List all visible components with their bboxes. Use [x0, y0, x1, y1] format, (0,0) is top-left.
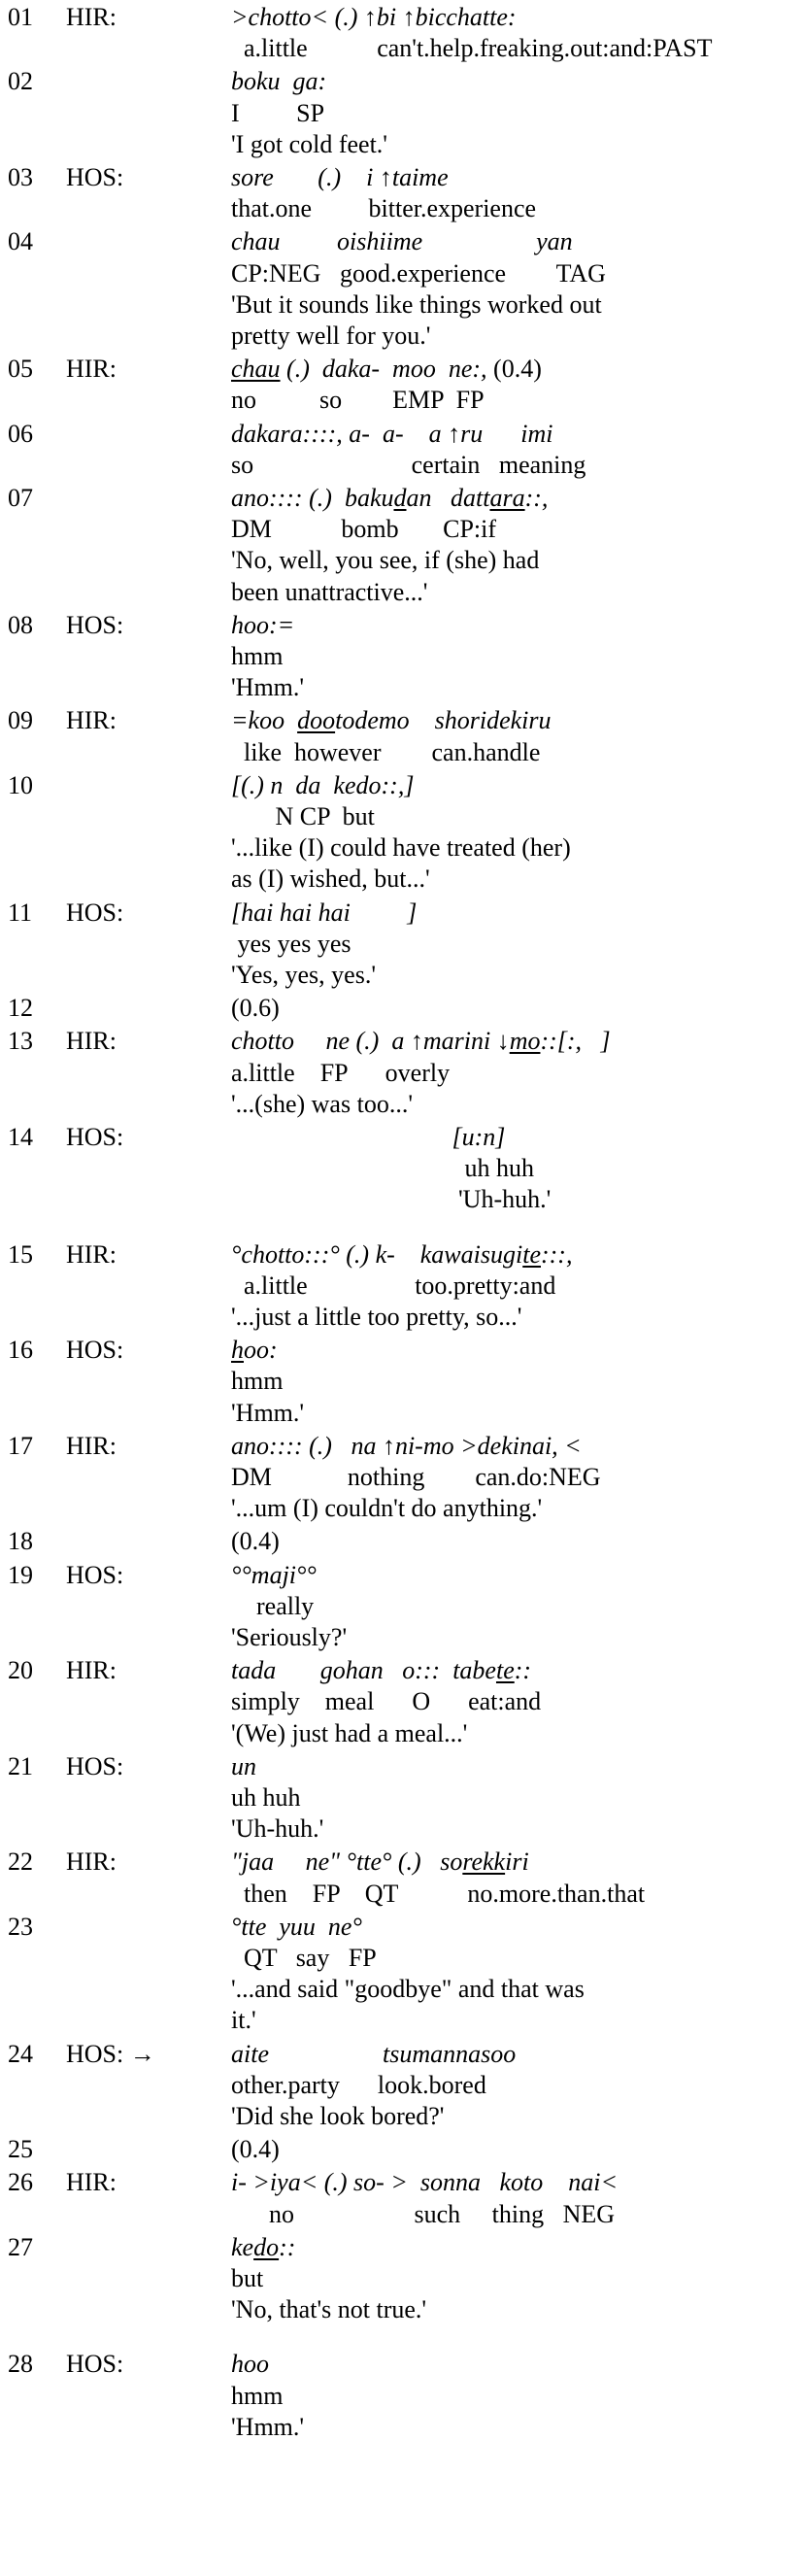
- line-number: 04: [8, 227, 33, 256]
- text-segment: but: [231, 2264, 264, 2292]
- text-segment: it.': [231, 2006, 256, 2035]
- text-segment: todemo shoridekiru: [335, 706, 552, 735]
- line-number: 08: [8, 610, 33, 639]
- utterance-line: [231, 1560, 317, 1591]
- gloss-line: [231, 258, 606, 289]
- text-segment: '...like (I) could have treated (her): [231, 833, 571, 863]
- text-segment: 'Seriously?': [231, 1623, 348, 1651]
- utterance-line: [231, 610, 294, 641]
- text-segment: h: [231, 1336, 244, 1365]
- text-segment: 'Hmm.': [231, 673, 305, 702]
- line-number: 03: [8, 163, 33, 191]
- text-segment: ↑bi ↑bicchatte:: [363, 3, 517, 31]
- text-segment: hmm: [231, 1367, 284, 1396]
- gloss-line: [231, 1184, 551, 1215]
- line-number: 11: [8, 898, 33, 927]
- utterance-line: [231, 2, 517, 33]
- gloss-line: [231, 1813, 323, 1845]
- gloss-line: [231, 641, 283, 672]
- gloss-line: [231, 129, 387, 160]
- speaker-label: HOS:: [66, 1560, 124, 1589]
- line-number: 13: [8, 1027, 33, 1056]
- line-number: 23: [8, 1912, 33, 1941]
- text-segment: (0.4): [493, 355, 542, 384]
- text-segment: 'Yes, yes, yes.': [231, 961, 377, 989]
- text-segment: 'Uh-huh.': [231, 1814, 324, 1844]
- utterance-line: [231, 1847, 529, 1878]
- text-segment: hoo:=: [231, 610, 295, 639]
- text-segment: CP:NEG good.experience TAG: [231, 258, 606, 288]
- speaker-label: HOS:: [66, 610, 124, 639]
- gloss-line: [231, 1302, 521, 1333]
- utterance-line: [231, 1751, 256, 1782]
- text-segment: [u:n]: [231, 1123, 506, 1151]
- utterance-line: [231, 1912, 362, 1943]
- gloss-line: [231, 1782, 301, 1813]
- text-segment: uh huh: [231, 1154, 534, 1183]
- speaker-label: HIR:: [66, 1847, 117, 1877]
- speaker-label: HIR:: [66, 706, 117, 735]
- text-segment: ano:::: (.) na ↑ni-mo >dekinai, <: [231, 1431, 582, 1460]
- text-segment: (0.4): [231, 1527, 280, 1556]
- speaker-label: HOS: →: [66, 2039, 155, 2068]
- utterance-line: [231, 1431, 582, 1462]
- gloss-line: [231, 98, 324, 129]
- gloss-line: [231, 2070, 486, 2101]
- text-segment: 'No, that's not true.': [231, 2295, 427, 2324]
- utterance-line: [231, 770, 414, 801]
- text-segment: [(.) n da kedo::,]: [231, 770, 415, 799]
- line-number: 18: [8, 1527, 33, 1556]
- text-segment: ::: [279, 2232, 296, 2261]
- text-segment: iri: [505, 1847, 529, 1877]
- text-segment: DM bomb CP:if: [231, 515, 497, 544]
- text-segment: do: [253, 2232, 280, 2261]
- speaker-label: HIR:: [66, 1239, 117, 1269]
- text-segment: ::: [514, 1656, 532, 1685]
- utterance-line: [231, 1122, 505, 1153]
- text-segment: that.one bitter.experience: [231, 194, 537, 223]
- text-segment: rekk: [462, 1847, 506, 1877]
- line-number: 26: [8, 2168, 33, 2197]
- text-segment: hmm: [231, 2381, 284, 2410]
- gloss-line: [231, 801, 375, 832]
- text-segment: 'No, well, you see, if (she) had: [231, 546, 540, 575]
- text-segment: aite tsumannasoo: [231, 2039, 517, 2068]
- speaker-label: HIR:: [66, 3, 117, 31]
- text-segment: chau: [231, 355, 281, 384]
- text-segment: DM nothing can.do:NEG: [231, 1463, 601, 1491]
- text-segment: °tte yuu ne°: [231, 1912, 362, 1941]
- line-number: 16: [8, 1336, 33, 1365]
- text-segment: yes yes yes: [231, 929, 351, 958]
- speaker-label: HIR:: [66, 1431, 117, 1460]
- text-segment: other.party look.bored: [231, 2070, 486, 2099]
- text-segment: pretty well for you.': [231, 322, 431, 350]
- text-segment: ::[:, ]: [540, 1027, 611, 1056]
- text-segment: '...just a little too pretty, so...': [231, 1303, 522, 1331]
- line-number: 05: [8, 355, 33, 384]
- text-segment: like however can.handle: [231, 737, 541, 766]
- text-segment: simply meal O eat:and: [231, 1687, 542, 1716]
- text-segment: °°maji°°: [231, 1560, 317, 1589]
- speaker-label: HOS:: [66, 1751, 124, 1780]
- line-number: 24: [8, 2039, 33, 2068]
- utterance-line: [231, 1239, 572, 1271]
- line-number: 12: [8, 994, 33, 1023]
- text-segment: 'Uh-huh.': [231, 1185, 552, 1214]
- gloss-line: [231, 960, 376, 991]
- text-segment: then FP QT no.more.than.that: [231, 1879, 646, 1908]
- gloss-line: [231, 1462, 601, 1493]
- line-number: 19: [8, 1560, 33, 1589]
- gloss-line: [231, 1591, 314, 1622]
- text-segment: a.little can't.help.freaking.out:and:PAST: [231, 34, 713, 63]
- line-number: 07: [8, 484, 33, 512]
- line-number: 28: [8, 2350, 33, 2379]
- line-number: 17: [8, 1431, 33, 1460]
- text-segment: a.little too.pretty:and: [231, 1271, 556, 1300]
- text-segment: :::,: [540, 1239, 573, 1269]
- text-segment: uh huh: [231, 1783, 301, 1812]
- gloss-line: [231, 1058, 450, 1089]
- text-segment: ::,: [524, 484, 549, 512]
- gloss-line: [231, 2199, 615, 2230]
- line-number: 22: [8, 1847, 33, 1877]
- gloss-line: [231, 450, 586, 481]
- gloss-line: [231, 193, 536, 224]
- utterance-line: [231, 66, 326, 97]
- line-number: 14: [8, 1123, 33, 1151]
- text-segment: [hai hai hai ]: [231, 898, 418, 927]
- speaker-label: HIR:: [66, 355, 117, 384]
- speaker-label: HOS:: [66, 2350, 124, 2379]
- utterance-line: [231, 226, 573, 257]
- gloss-line: [231, 2263, 263, 2294]
- utterance-line: [231, 1335, 278, 1366]
- gloss-line: [231, 2412, 304, 2443]
- speaker-label: HIR:: [66, 2168, 117, 2197]
- speaker-label: HIR:: [66, 1656, 117, 1685]
- line-number: 20: [8, 1656, 33, 1685]
- utterance-line: [231, 1655, 531, 1686]
- text-segment: i- >iya< (.) so- > sonna koto nai<: [231, 2168, 619, 2197]
- gloss-line: [231, 1622, 347, 1653]
- utterance-line: [231, 1526, 280, 1557]
- gloss-line: [231, 672, 304, 703]
- text-segment: °chotto:::° (.) k- kawaisugi: [231, 1239, 523, 1269]
- line-number: 27: [8, 2232, 33, 2261]
- text-segment: an datt: [406, 484, 490, 512]
- line-number: 25: [8, 2135, 33, 2164]
- utterance-line: [231, 2349, 269, 2380]
- text-segment: QT say FP: [231, 1944, 377, 1972]
- gloss-line: [231, 737, 540, 768]
- gloss-line: [231, 1879, 645, 1910]
- text-segment: 'But it sounds like things worked out: [231, 289, 602, 319]
- line-number: 21: [8, 1751, 33, 1780]
- gloss-line: [231, 1089, 413, 1120]
- gloss-line: [231, 1943, 377, 1974]
- text-segment: mo: [509, 1027, 541, 1056]
- line-number: 06: [8, 419, 33, 448]
- text-segment: no such thing NEG: [231, 2199, 616, 2228]
- utterance-line: [231, 993, 280, 1024]
- gloss-line: [231, 385, 485, 416]
- text-segment: (.) daka- moo ne:,: [280, 355, 494, 384]
- gloss-line: [231, 1718, 467, 1749]
- text-segment: a.little FP overly: [231, 1058, 451, 1087]
- gloss-line: [231, 2101, 445, 2132]
- text-segment: '...um (I) couldn't do anything.': [231, 1494, 543, 1523]
- line-number: 09: [8, 706, 33, 735]
- text-segment: dakara::::, a- a- a ↑ru imi: [231, 419, 553, 448]
- utterance-line: [231, 483, 548, 514]
- text-segment: no so EMP FP: [231, 386, 485, 415]
- text-segment: sore (.) i ↑taime: [231, 163, 449, 191]
- utterance-line: [231, 2167, 618, 2198]
- text-segment: d: [393, 484, 407, 512]
- speaker-label: HOS:: [66, 898, 124, 927]
- gloss-line: [231, 33, 712, 64]
- text-segment: '...and said "goodbye" and that was: [231, 1975, 585, 2004]
- text-segment: =koo: [231, 706, 298, 735]
- line-number: 02: [8, 67, 33, 96]
- text-segment: 'Hmm.': [231, 1398, 305, 1427]
- utterance-line: [231, 354, 542, 385]
- text-segment: chau oishiime yan: [231, 227, 573, 256]
- gloss-line: [231, 577, 427, 608]
- gloss-line: [231, 2381, 283, 2412]
- utterance-line: [231, 2232, 295, 2263]
- text-segment: te: [495, 1656, 515, 1685]
- text-segment: boku ga:: [231, 67, 327, 96]
- line-number: 10: [8, 770, 33, 799]
- text-segment: ano:::: (.) baku: [231, 484, 394, 512]
- text-segment: >chotto< (.): [231, 3, 364, 31]
- line-number: 01: [8, 3, 33, 31]
- gloss-line: [231, 289, 602, 321]
- gloss-line: [231, 321, 430, 352]
- utterance-line: [231, 419, 552, 450]
- text-segment: tada gohan o::: tabe: [231, 1656, 496, 1685]
- text-segment: hoo: [231, 2350, 269, 2379]
- text-segment: 'Hmm.': [231, 2412, 305, 2441]
- gloss-line: [231, 2005, 256, 2036]
- gloss-line: [231, 864, 430, 895]
- utterance-line: [231, 162, 449, 193]
- gloss-line: [231, 1366, 283, 1397]
- text-segment: N CP but: [231, 802, 375, 830]
- text-segment: (0.4): [231, 2135, 280, 2164]
- text-segment: 'Did she look bored?': [231, 2102, 445, 2130]
- gloss-line: [231, 514, 496, 545]
- utterance-line: [231, 1026, 611, 1057]
- utterance-line: [231, 2039, 516, 2070]
- gloss-line: [231, 1271, 555, 1302]
- text-segment: doo: [297, 706, 336, 735]
- speaker-label: HOS:: [66, 163, 124, 191]
- gloss-line: [231, 929, 351, 960]
- text-segment: "jaa ne" °tte° (.) so: [231, 1847, 463, 1877]
- speaker-label: HOS:: [66, 1336, 124, 1365]
- text-segment: as (I) wished, but...': [231, 864, 430, 894]
- text-segment: '...(she) was too...': [231, 1089, 414, 1118]
- speaker-label: HOS:: [66, 1123, 124, 1151]
- text-segment: hmm: [231, 642, 284, 670]
- gloss-line: [231, 1974, 585, 2005]
- text-segment: (0.6): [231, 994, 280, 1023]
- gloss-line: [231, 832, 571, 864]
- text-segment: really: [231, 1591, 315, 1620]
- gloss-line: [231, 1153, 534, 1184]
- text-segment: I SP: [231, 98, 325, 127]
- gloss-line: [231, 2294, 426, 2325]
- gloss-line: [231, 1398, 304, 1429]
- utterance-line: [231, 705, 552, 736]
- text-segment: been unattractive...': [231, 577, 428, 606]
- text-segment: un: [231, 1751, 256, 1780]
- text-segment: ke: [231, 2232, 254, 2261]
- text-segment: chotto ne (.) a ↑marini ↓: [231, 1027, 510, 1056]
- speaker-label: HIR:: [66, 1027, 117, 1056]
- gloss-line: [231, 1493, 542, 1524]
- utterance-line: [231, 2134, 280, 2165]
- text-segment: te: [522, 1239, 541, 1269]
- gloss-line: [231, 1686, 541, 1717]
- gloss-line: [231, 545, 539, 576]
- text-segment: oo:: [244, 1336, 278, 1365]
- text-segment: ara: [489, 484, 525, 512]
- line-number: 15: [8, 1239, 33, 1269]
- text-segment: so certain meaning: [231, 450, 586, 479]
- text-segment: '(We) just had a meal...': [231, 1718, 468, 1747]
- utterance-line: [231, 898, 417, 929]
- text-segment: 'I got cold feet.': [231, 129, 387, 158]
